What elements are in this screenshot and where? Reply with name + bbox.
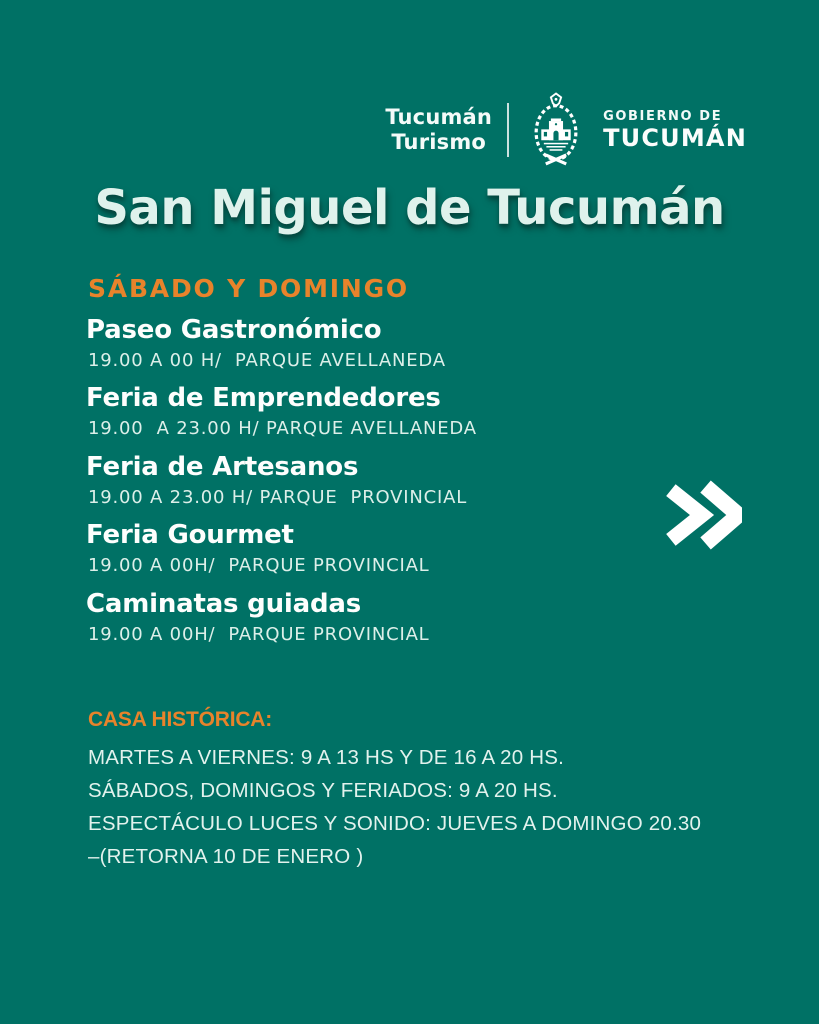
event-time-place: 19.00 A 23.00 H/ PARQUE AVELLANEDA: [88, 418, 477, 440]
casa-historica-hours: SÁBADOS, DOMINGOS Y FERIADOS: 9 A 20 HS.: [88, 779, 558, 802]
gobierno-wordmark: [603, 110, 747, 150]
event-item: [86, 590, 477, 645]
gobierno-line1: GOBIERNO DE: [603, 109, 723, 124]
gobierno-line2: TUCUMÁN: [603, 124, 747, 152]
page-title: San Miguel de Tucumán: [94, 180, 725, 236]
brand-divider: [507, 103, 509, 157]
event-time-place: 19.00 A 23.00 H/ PARQUE PROVINCIAL: [88, 486, 468, 508]
event-item: [86, 453, 477, 508]
event-name: Feria de Emprendedores: [86, 383, 441, 414]
turismo-line2: Turismo: [391, 130, 487, 154]
event-time-place: 19.00 A 00H/ PARQUE PROVINCIAL: [88, 555, 430, 577]
event-time-place: 19.00 A 00 H/ PARQUE AVELLANEDA: [88, 349, 446, 371]
tucuman-turismo-wordmark: [385, 105, 492, 155]
brand-header: [385, 92, 747, 168]
casa-historica-info: [88, 708, 701, 873]
casa-historica-note: –(RETORNA 10 DE ENERO ): [88, 845, 364, 868]
section-heading-sabado-y-domingo: SÁBADO Y DOMINGO: [88, 274, 409, 303]
event-item: [86, 316, 477, 371]
event-name: Paseo Gastronómico: [86, 315, 382, 345]
casa-historica-hours: MARTES A VIERNES: 9 A 13 HS Y DE 16 A 20 HS.: [88, 746, 564, 769]
event-time-place: 19.00 A 00H/ PARQUE PROVINCIAL: [88, 623, 430, 645]
event-name: Feria Gourmet: [86, 520, 294, 551]
event-item: [86, 521, 477, 576]
event-item: [86, 384, 477, 439]
event-name: Caminatas guiadas: [86, 588, 361, 619]
weekend-schedule: [86, 274, 477, 658]
casa-historica-heading: CASA HISTÓRICA:: [88, 708, 273, 731]
turismo-line1: Tucumán: [385, 105, 493, 130]
casa-historica-show: ESPECTÁCULO LUCES Y SONIDO: JUEVES A DOMINGO 20.30: [88, 812, 702, 835]
tucuman-crest-icon: [524, 92, 588, 168]
chevron-double-right-icon: [662, 471, 742, 559]
event-name: Feria de Artesanos: [86, 451, 359, 482]
